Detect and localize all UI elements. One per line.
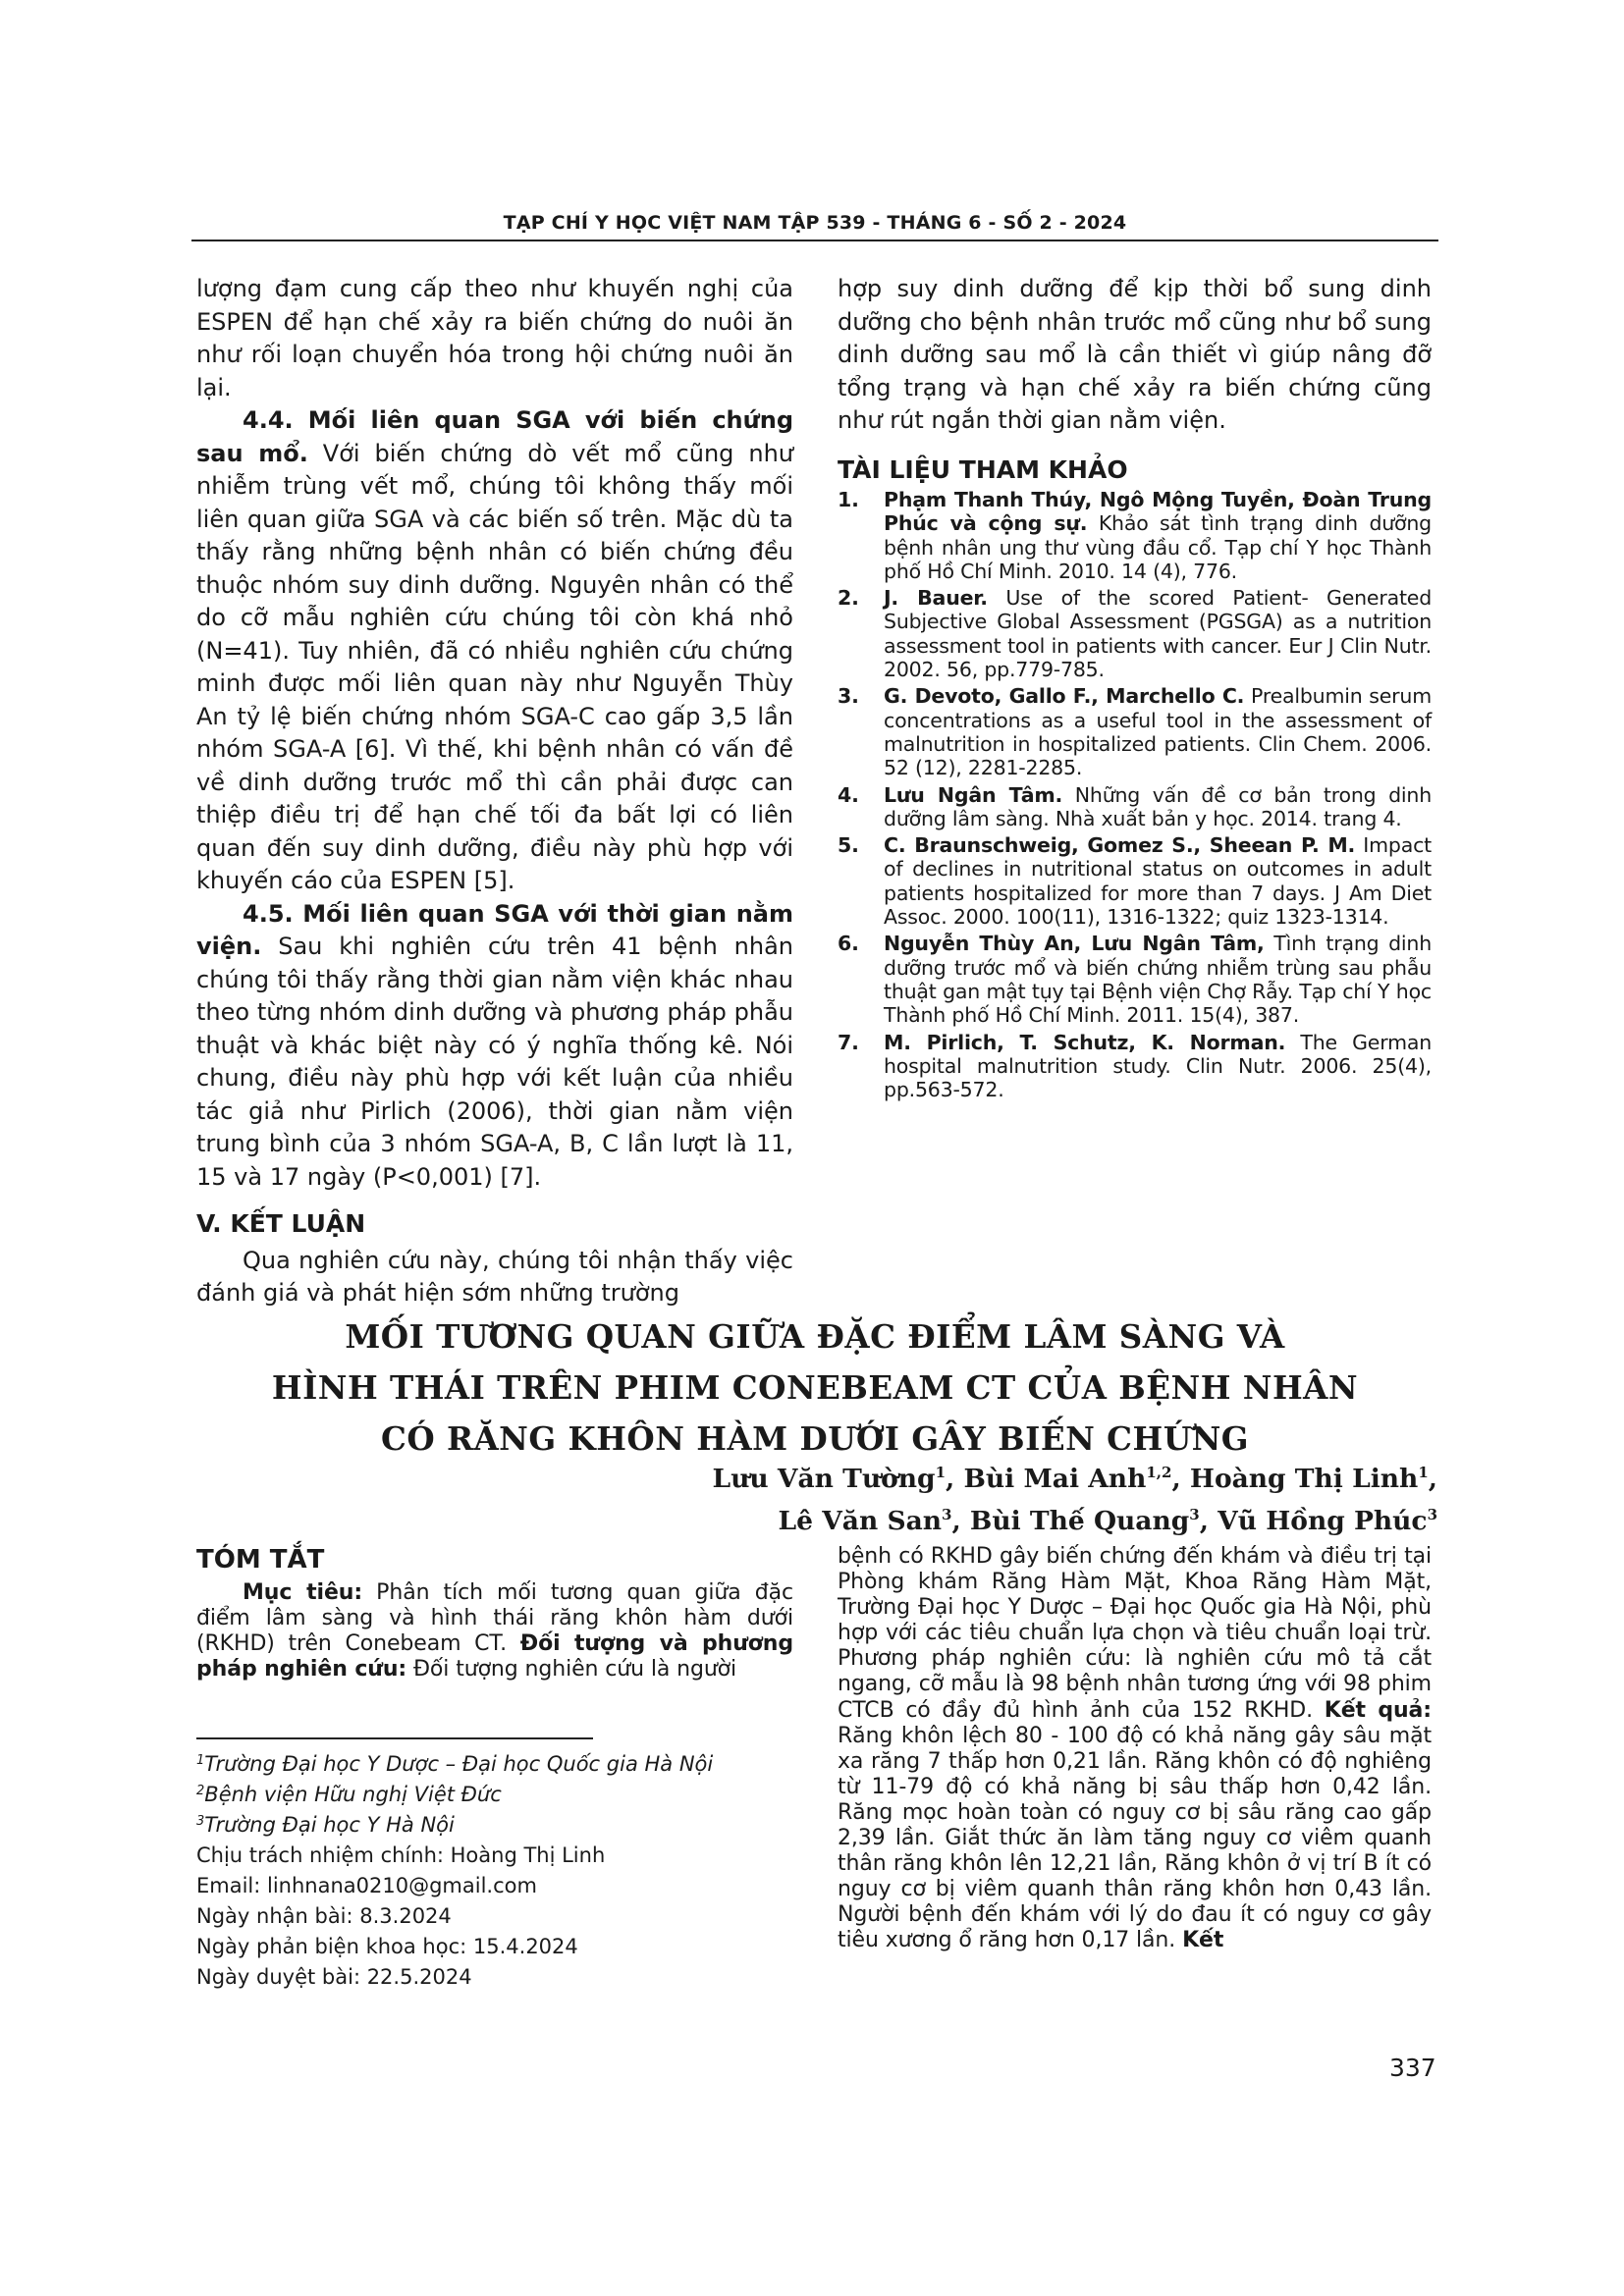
affiliation-2-text: Bệnh viện Hữu nghị Việt Đức [204,1783,502,1806]
author-name: Lê Văn San [778,1506,943,1536]
reference-number: 6. [838,932,859,956]
corresponding-author: Chịu trách nhiệm chính: Hoàng Thị Linh [196,1843,606,1867]
abstract-methods-text: Đối tượng nghiên cứu là người [406,1656,737,1682]
affiliation-1-text: Trường Đại học Y Dược – Đại học Quốc gia Hà Nội [204,1752,714,1776]
reference-text: Use of the scored Patient- Generated Subjective Global Assessment (PGSGA) as a nutrition assessment tool in patients with cancer. Eur J Clin Nutr. 2002. 56, pp.779-785. [884,586,1433,682]
title-line: CÓ RĂNG KHÔN HÀM DƯỚI GÂY BIẾN CHỨNG [380,1419,1250,1458]
reference-number: 4. [838,782,859,807]
footnote-rule [196,1737,593,1739]
author-affiliation: 3 [942,1506,952,1523]
abstract-objective-text: Phân tích mối tương quan giữa đặc điểm lâm sàng và hình thái răng khôn hàm dưới (RKHD) trên Conebeam CT. [196,1579,793,1656]
page-number: 337 [1389,2054,1436,2082]
article-title [191,1311,1438,1465]
reference-text: The German hospital malnutrition study. Clin Nutr. 2006. 25(4), pp.563-572. [884,1030,1432,1102]
author-name: Lưu Văn Tường [712,1464,936,1494]
title-line: HÌNH THÁI TRÊN PHIM CONEBEAM CT CỦA BỆNH NHÂN [271,1368,1359,1407]
reference-text: Tình trạng dinh dưỡng trước mổ và biến chứng nhiễm trùng sau phẫu thuật gan mật tụy tại Bệnh viện Chợ Rẫy. Tạp chí Y học Thành phố Hồ Chí Minh. 2011. 15(4), 387. [884,932,1433,1028]
reference-item [838,684,1432,779]
affiliation-3: $^3$Trường Đại học Y Hà Nội [196,1813,455,1837]
abstract-results-label: Kết quả: [1324,1697,1433,1723]
section-5-text: Qua nghiên cứu này, chúng tôi nhận thấy việc đánh giá và phát hiện sớm những trường [196,1246,793,1307]
section-4-5 [196,898,793,1195]
author-affiliation: 1 [935,1464,947,1481]
reference-text: Impact of declines in nutritional status on outcomes in adult patients hospitalized for more than 7 days. J Am Diet Assoc. 2000. 100(11), 1316-1322; quiz 1323-1314. [884,833,1433,930]
title-line: MỐI TƯƠNG QUAN GIỮA ĐẶC ĐIỂM LÂM SÀNG VÀ [345,1317,1285,1356]
header-rule [191,240,1438,241]
footnotes [196,1749,805,1993]
abstract-conclusion-label: Kết [1182,1928,1224,1953]
reference-number: 5. [838,833,859,858]
author-name: Vũ Hồng Phúc [1218,1506,1428,1536]
author-line: Lưu Văn Tường$^1$, Bùi Mai Anh$^{1,2}$, Hoàng Thị Linh$^1$, [712,1464,1437,1494]
right-column [838,273,1432,1104]
section-4-5-title: 4.5. Mối liên quan SGA với thời gian nằm viện. [196,899,793,960]
affiliation-1: $^1$Trường Đại học Y Dược – Đại học Quốc gia Hà Nội [196,1752,714,1776]
reference-item [838,488,1432,583]
author-name: Hoàng Thị Linh [1189,1464,1419,1494]
reference-number: 7. [838,1030,859,1054]
affiliation-3-text: Trường Đại học Y Hà Nội [204,1813,455,1837]
abstract-left [196,1544,793,1682]
reference-item [838,1031,1432,1102]
section-5-heading: V. KẾT LUẬN [196,1209,366,1238]
author-name: Bùi Mai Anh [963,1464,1147,1494]
abstract-right-text [838,1544,1432,1954]
reference-number: 2. [838,586,859,611]
reference-item [838,586,1432,681]
reference-authors: M. Pirlich, T. Schutz, K. Norman. [884,1030,1286,1054]
reference-text: Khảo sát tình trạng dinh dưỡng bệnh nhân ung thư vùng đầu cổ. Tạp chí Y học Thành phố Hồ Chí Minh. 2010. 14 (4), 776. [884,511,1432,583]
author-name: Bùi Thế Quang [969,1506,1190,1536]
author-line: Lê Văn San$^3$, Bùi Thế Quang$^3$, Vũ Hồng Phúc$^3$ [778,1506,1437,1536]
abstract-methods-label: Đối tượng và phương pháp nghiên cứu: [196,1630,793,1682]
reference-authors: G. Devoto, Gallo F., Marchello C. [884,684,1245,709]
abstract-methods-continued: bệnh có RKHD gây biến chứng đến khám và điều trị tại Phòng khám Răng Hàm Mặt, Khoa Răng Hàm Mặt, Trường Đại học Y Dược – Đại học Quốc gia Hà Nội, phù hợp với các tiêu chuẩn lựa chọn và tiêu chuẩn loại trừ. Phương pháp nghiên cứu: là nghiên cứu mô tả cắt ngang, cỡ mẫu là 98 bệnh nhân tương ứng với 98 phim CTCB có đầy đủ hình ảnh của 152 RKHD. [838,1544,1432,1723]
section-4-4-text: Với biến chứng dò vết mổ cũng như nhiễm trùng vết mổ, chúng tôi không thấy mối liên quan giữa SGA và các biến số trên. Mặc dù ta thấy rằng những bệnh nhân có biến chứng đều thuộc nhóm suy dinh dưỡng. Nguyên nhân có thể do cỡ mẫu nghiên cứu chúng tôi còn khá nhỏ (N=41). Tuy nhiên, đã có nhiều nghiên cứu chứng minh được mối liên quan này như Nguyễn Thùy An tỷ lệ biến chứng nhóm SGA-C cao gấp 3,5 lần nhóm SGA-A [6]. Vì thế, khi bệnh nhân có vấn đề về dinh dưỡng trước mổ thì cần phải được can thiệp điều trị để hạn chế tối đa bất lợi có liên quan đến suy dinh dưỡng, điều này phù hợp với khuyến cáo của ESPEN [5]. [196,439,793,894]
section-4-5-text: Sau khi nghiên cứu trên 41 bệnh nhân chúng tôi thấy rằng thời gian nằm viện khác nhau theo từng nhóm dinh dưỡng và phương pháp phẫu thuật và khác biệt này có ý nghĩa thống kê. Nói chung, điều này phù hợp với kết luận của nhiều tác giả như Pirlich (2006), thời gian nằm viện trung bình của 3 nhóm SGA-A, B, C lần lượt là 11, 15 và 17 ngày (P<0,001) [7]. [196,933,793,1191]
author-affiliation: 1 [1418,1464,1429,1481]
email: Email: linhnana0210@gmail.com [196,1874,537,1897]
left-paragraph: lượng đạm cung cấp theo như khuyến nghị của ESPEN để hạn chế xảy ra biến chứng do nuôi ăn như rối loạn chuyển hóa trong hội chứng nuôi ăn lại. [196,275,793,401]
reference-authors: Phạm Thanh Thúy, Ngô Mộng Tuyền, Đoàn Trung Phúc và cộng sự. [884,488,1432,536]
reference-authors: C. Braunschweig, Gomez S., Sheean P. M. [884,833,1356,858]
reference-number: 1. [838,488,859,511]
reference-authors: J. Bauer. [884,586,988,611]
reference-list [838,488,1432,1101]
journal-header: TẠP CHÍ Y HỌC VIỆT NAM TẬP 539 - THÁNG 6 - SỐ 2 - 2024 [503,212,1127,234]
reference-item [838,932,1432,1027]
reference-item [838,783,1432,831]
section-4-4 [196,404,793,898]
date-received: Ngày nhận bài: 8.3.2024 [196,1904,452,1928]
reference-text: Những vấn đề cơ bản trong dinh dưỡng lâm sàng. Nhà xuất bản y học. 2014. trang 4. [884,782,1432,830]
reference-number: 3. [838,684,859,709]
author-affiliation: 3 [1427,1506,1437,1523]
author-list [713,1458,1437,1542]
abstract-left-text [196,1580,793,1682]
abstract-results-text: Răng khôn lệch 80 - 100 độ có khả năng gây sâu mặt xa răng 7 thấp hơn 0,21 lần. Răng khôn có độ nghiêng từ 11-79 độ có khả năng bị sâu thấp hơn 0,42 lần. Răng mọc hoàn toàn có nguy cơ bị sâu răng cao gấp 2,39 lần. Giắt thức ăn làm tăng nguy cơ viêm quanh thân răng khôn lên 12,21 lần, Răng khôn ở vị trí B ít có nguy cơ bị viêm quanh thân răng khôn hơn 0,43 lần. Người bệnh đến khám với lý do đau ít có nguy cơ gây tiêu xương ổ răng hơn 0,17 lần. [838,1723,1432,1953]
reference-authors: Lưu Ngân Tâm. [884,782,1063,807]
reference-text: Prealbumin serum concentrations as a useful tool in the assessment of malnutrition in hospitalized patients. Clin Chem. 2006. 52 (12), 2281-2285. [884,684,1432,780]
abstract-objective-label: Mục tiêu: [243,1579,363,1605]
abstract-heading: TÓM TẮT [196,1545,325,1575]
references-heading: TÀI LIỆU THAM KHẢO [838,454,1128,484]
left-column [196,273,793,1310]
date-reviewed: Ngày phản biện khoa học: 15.4.2024 [196,1935,578,1958]
abstract-right [838,1544,1432,1954]
author-affiliation: 3 [1189,1506,1200,1523]
author-affiliation: 1,2 [1146,1464,1172,1481]
reference-authors: Nguyễn Thùy An, Lưu Ngân Tâm, [884,932,1265,956]
right-paragraph: hợp suy dinh dưỡng để kịp thời bổ sung dinh dưỡng cho bệnh nhân trước mổ cũng như bổ sung dinh dưỡng sau mổ là cần thiết vì giúp nâng đỡ tổng trạng và hạn chế xảy ra biến chứng cũng như rút ngắn thời gian nằm viện. [838,275,1432,434]
date-accepted: Ngày duyệt bài: 22.5.2024 [196,1965,472,1989]
reference-item [838,833,1432,929]
affiliation-2: $^2$Bệnh viện Hữu nghị Việt Đức [196,1783,502,1806]
section-4-4-title: 4.4. Mối liên quan SGA với biến chứng sau mổ. [196,406,793,467]
